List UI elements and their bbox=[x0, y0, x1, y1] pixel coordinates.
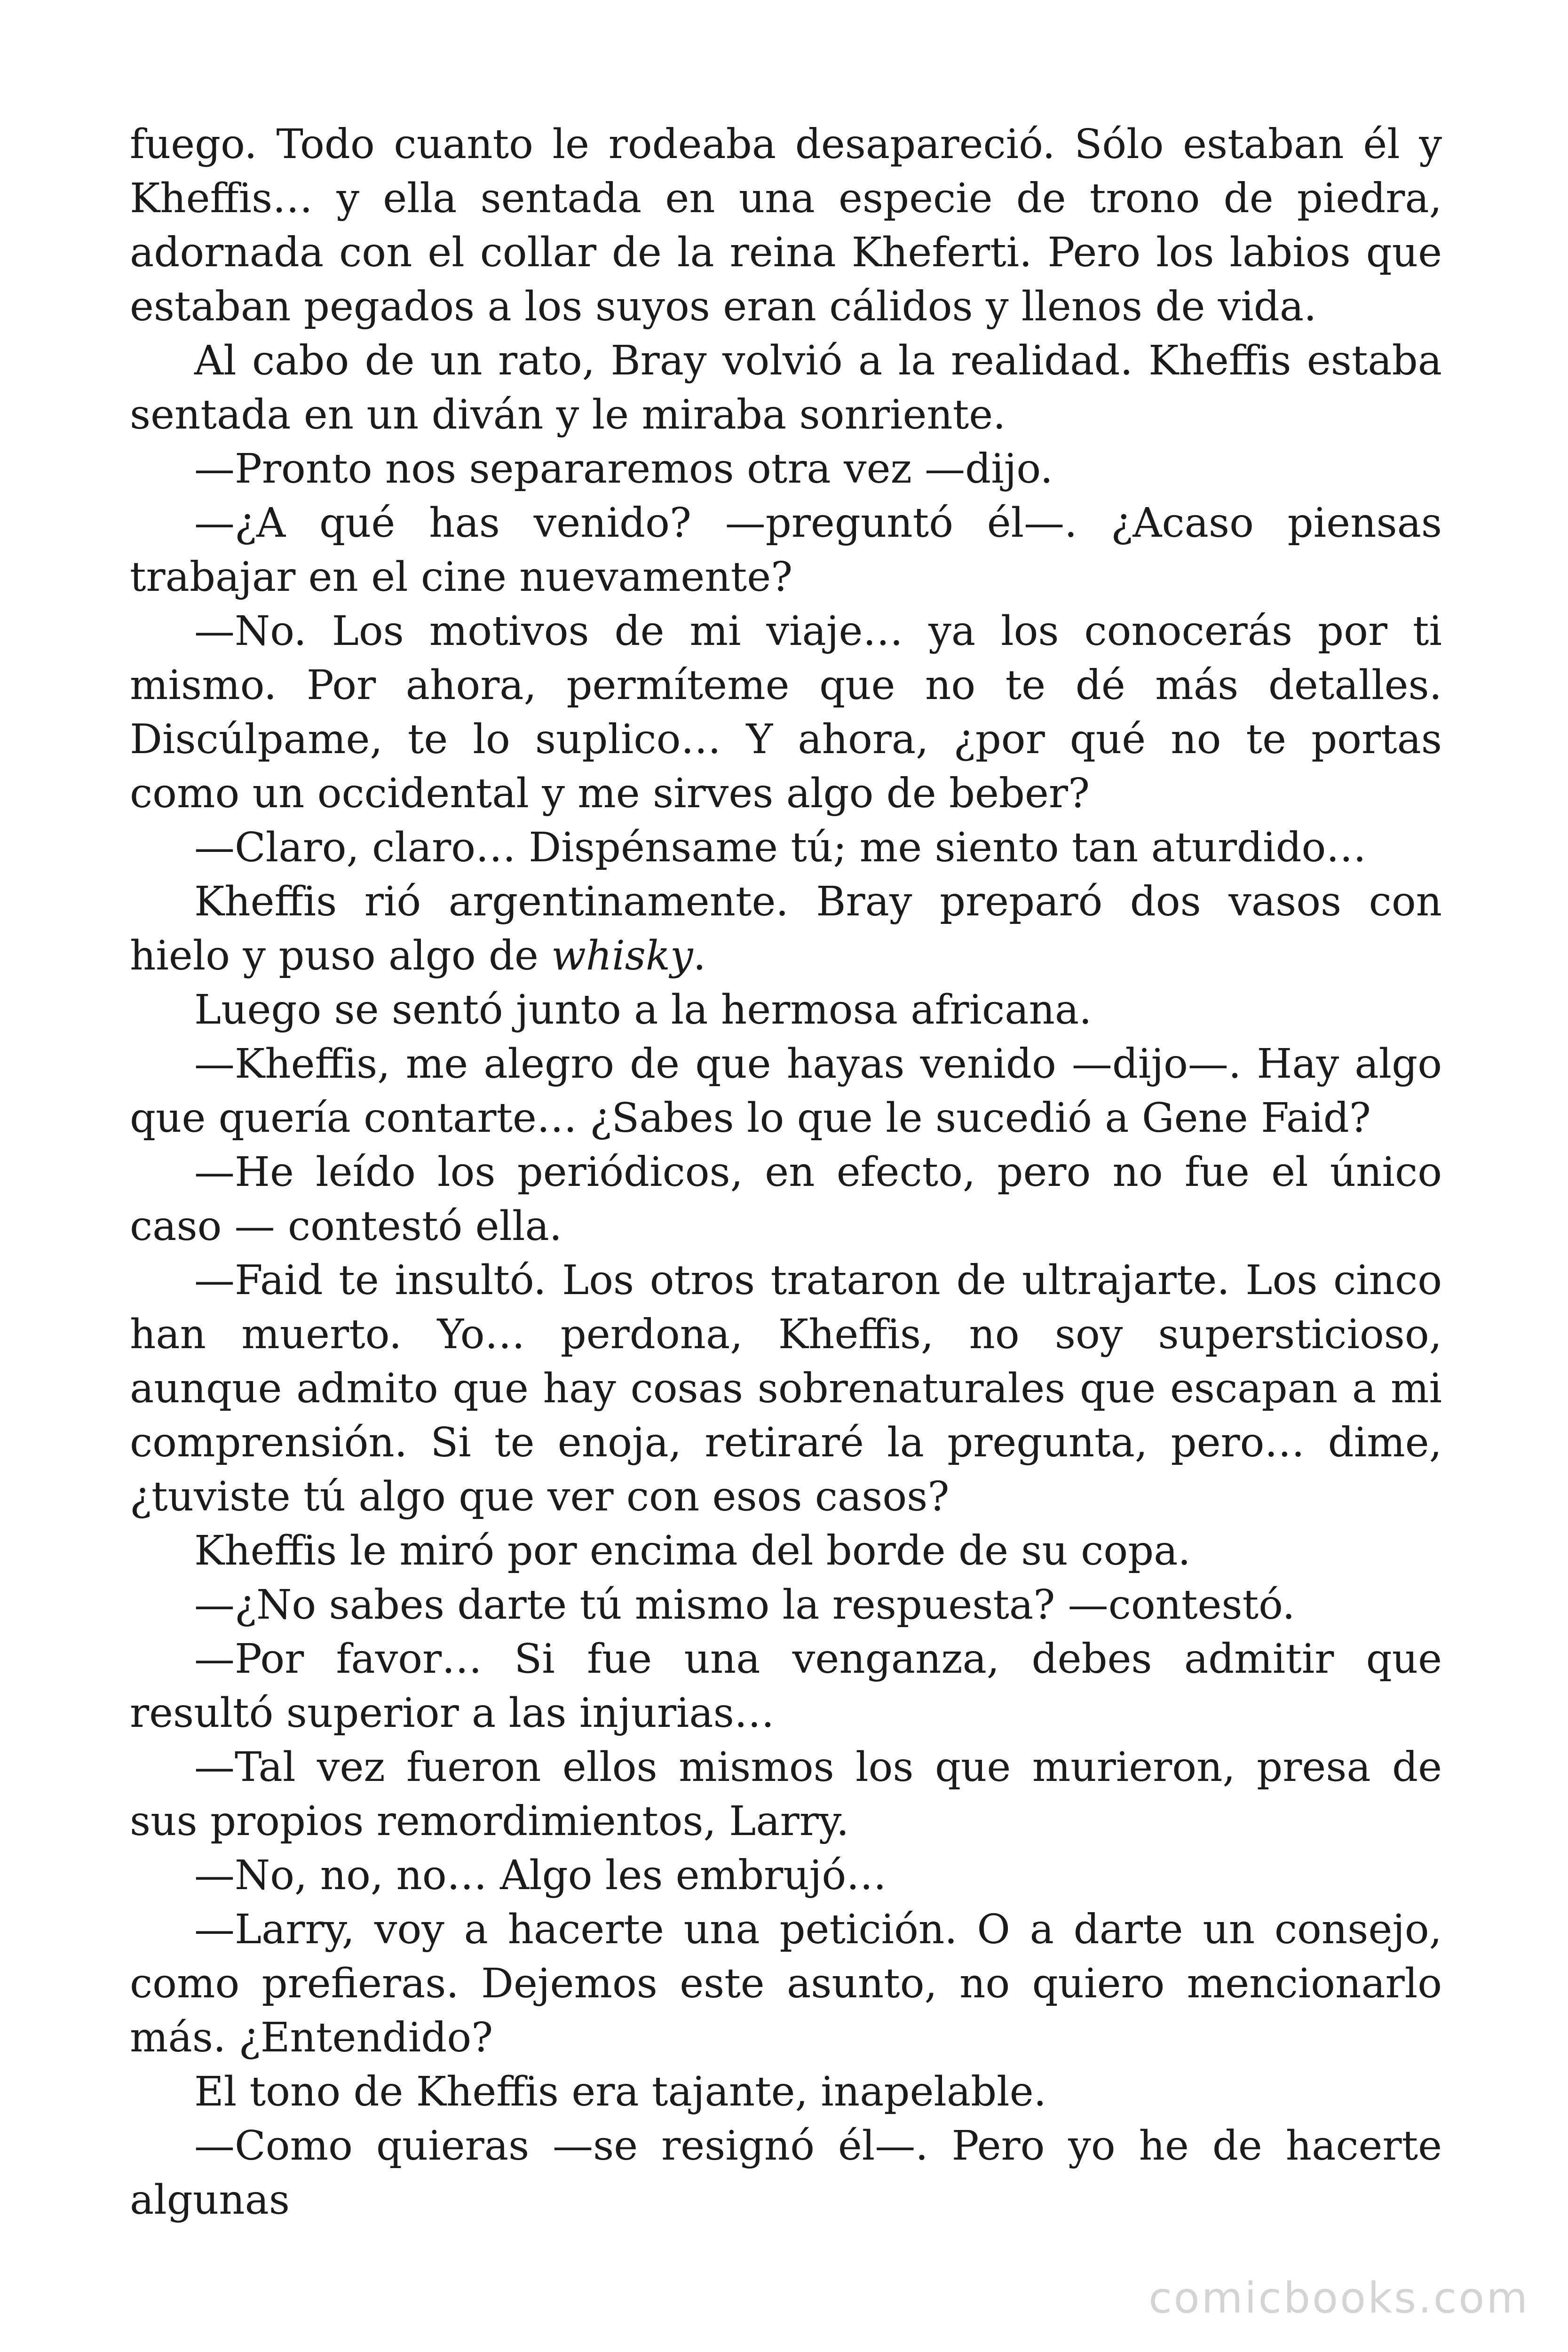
paragraph: —Tal vez fueron ellos mismos los que murieron, presa de sus propios remordimientos, Larry. bbox=[130, 1744, 1442, 1845]
text-run: . bbox=[693, 932, 706, 979]
paragraph: El tono de Kheffis era tajante, inapelable. bbox=[194, 2068, 1046, 2115]
watermark: comicbooks.com bbox=[1148, 2273, 1529, 2323]
paragraph-with-italic bbox=[130, 875, 1442, 983]
paragraph: Al cabo de un rato, Bray volvió a la realidad. Kheffis estaba sentada en un diván y le miraba sonriente. bbox=[130, 337, 1442, 438]
paragraph: —¿A qué has venido? —preguntó él—. ¿Acaso piensas trabajar en el cine nuevamente? bbox=[130, 500, 1442, 601]
paragraph: —Claro, claro… Dispénsame tú; me siento tan aturdido… bbox=[194, 824, 1367, 871]
paragraph: Luego se sentó junto a la hermosa africana. bbox=[194, 986, 1092, 1033]
page-body-text bbox=[130, 118, 1442, 2227]
paragraph: —¿No sabes darte tú mismo la respuesta? —contestó. bbox=[194, 1581, 1295, 1629]
paragraph: —Kheffis, me alegro de que hayas venido —dijo—. Hay algo que quería contarte… ¿Sabes lo que le sucedió a Gene Faid? bbox=[130, 1041, 1442, 1142]
paragraph: —He leído los periódicos, en efecto, pero no fue el único caso — contestó ella. bbox=[130, 1149, 1442, 1250]
paragraph: —Larry, voy a hacerte una petición. O a darte un consejo, como prefieras. Dejemos este asunto, no quiero mencionarlo más. ¿Entendido? bbox=[130, 1906, 1442, 2061]
paragraph: —Por favor… Si fue una venganza, debes admitir que resultó superior a las injurias… bbox=[130, 1636, 1442, 1737]
paragraph: fuego. Todo cuanto le rodeaba desapareció. Sólo estaban él y Kheffis… y ella sentada en una especie de trono de piedra, adornada con el collar de la reina Kheferti. Pero los labios que estaban pegados a los suyos eran cálidos y llenos de vida. bbox=[130, 121, 1442, 330]
paragraph: —Pronto nos separaremos otra vez —dijo. bbox=[194, 445, 1053, 493]
paragraph: Kheffis le miró por encima del borde de su copa. bbox=[194, 1527, 1191, 1574]
text-run: Kheffis rió argentinamente. Bray preparó dos vasos con hielo y puso algo de bbox=[130, 878, 1442, 979]
paragraph: —No. Los motivos de mi viaje… ya los conocerás por ti mismo. Por ahora, permíteme que no te dé más detalles. Discúlpame, te lo suplico… Y ahora, ¿por qué no te portas como un occidental y me sirves algo de beber? bbox=[130, 608, 1442, 817]
italic-word: whisky bbox=[551, 932, 693, 979]
paragraph: —Como quieras —se resignó él—. Pero yo he de hacerte algunas bbox=[130, 2122, 1442, 2224]
paragraph: —No, no, no… Algo les embrujó… bbox=[194, 1852, 887, 1899]
paragraph: —Faid te insultó. Los otros trataron de ultrajarte. Los cinco han muerto. Yo… perdona, Kheffis, no soy supersticioso, aunque admito que hay cosas sobrenaturales que escapan a mi comprensión. Si te enoja, retiraré la pregunta, pero… dime, ¿tuviste tú algo que ver con esos casos? bbox=[130, 1257, 1442, 1520]
